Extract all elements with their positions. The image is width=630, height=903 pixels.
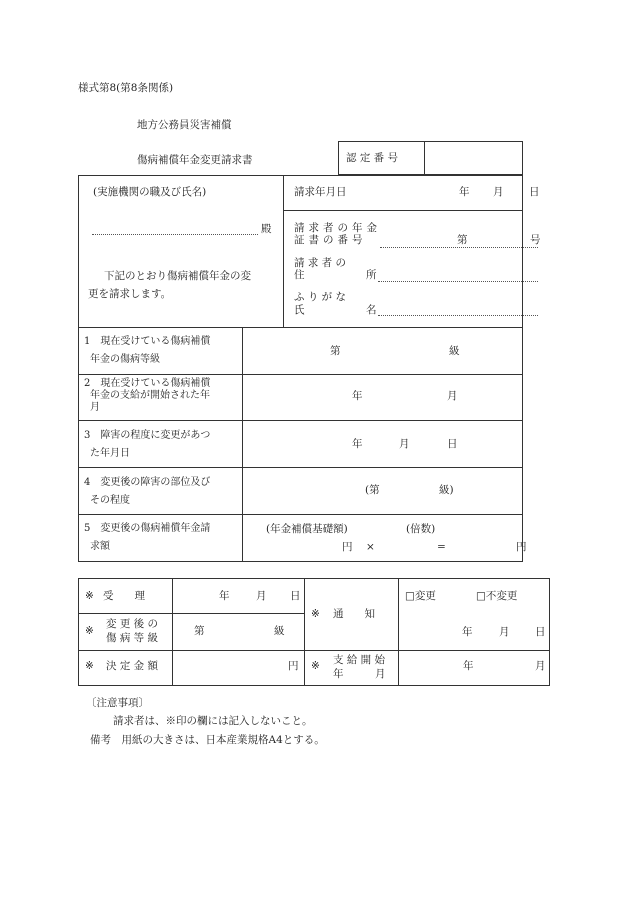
- start-mark: ※: [311, 660, 320, 672]
- received-year: 年: [219, 590, 230, 602]
- pension-cert-dai: 第: [457, 234, 468, 246]
- item2-label-2: 年金の支給が開始された年: [90, 390, 210, 401]
- request-year: 年: [459, 186, 470, 198]
- pension-cert-label-2: 証書の番号: [294, 234, 367, 246]
- amount-yen: 円: [288, 660, 299, 672]
- item2-label-3: 月: [90, 402, 100, 413]
- cert-number-field[interactable]: [430, 146, 518, 170]
- item5-times: ×: [366, 541, 375, 553]
- start-label-2: 年 月: [333, 668, 386, 680]
- name-furigana-label: ふ り が な: [294, 291, 347, 303]
- honorific: 殿: [261, 223, 272, 235]
- address-label-suffix: 所: [366, 269, 377, 281]
- item3-day: 日: [447, 438, 458, 450]
- org-name: 地方公務員災害補償: [137, 119, 232, 131]
- item1-label-2: 年金の傷病等級: [90, 354, 160, 365]
- item3-label-1: 3 障害の程度に変更があつ: [84, 430, 211, 441]
- pension-cert-go: 号: [530, 234, 541, 246]
- notice-day: 日: [535, 626, 546, 638]
- item3-year: 年: [352, 438, 363, 450]
- item5-equals: =: [437, 541, 446, 553]
- start-label-1: 支 給 開 始: [333, 654, 386, 666]
- name-field[interactable]: [378, 315, 538, 316]
- item5-yen-1: 円: [342, 541, 353, 553]
- change-checkbox[interactable]: □変更: [405, 590, 436, 602]
- grade-mark: ※: [85, 625, 94, 637]
- item5-yen-2: 円: [516, 541, 527, 553]
- pension-cert-label-1: 請求者の年金: [294, 222, 381, 234]
- address-label-1: 請 求 者 の: [294, 257, 347, 269]
- statement-line2: 更を請求します。: [88, 288, 172, 300]
- request-date-label: 請求年月日: [294, 186, 347, 198]
- pension-cert-field[interactable]: [380, 247, 538, 248]
- start-year: 年: [463, 660, 474, 672]
- item2-month: 月: [447, 390, 458, 402]
- item2-label-1: 2 現在受けている傷病補償: [84, 378, 211, 389]
- no-change-checkbox[interactable]: □不変更: [476, 590, 518, 602]
- item4-label-1: 4 変更後の障害の部位及び: [84, 477, 211, 488]
- address-label-2: 住: [294, 269, 305, 281]
- notice-mark: ※: [311, 608, 320, 620]
- item1-dai: 第: [330, 345, 341, 357]
- statement-line1: 下記のとおり傷病補償年金の変: [104, 270, 251, 282]
- item2-year: 年: [352, 390, 363, 402]
- grade-label-1: 変 更 後 の: [106, 618, 159, 630]
- start-month: 月: [535, 660, 546, 672]
- grade-dai: 第: [194, 625, 205, 637]
- request-day: 日: [529, 186, 540, 198]
- item1-kyu: 級: [449, 345, 460, 357]
- amount-label: 決 定 金 額: [106, 660, 159, 672]
- grade-label-2: 傷 病 等 級: [106, 632, 159, 644]
- institution-name-field[interactable]: [92, 234, 258, 235]
- item5-label-1: 5 変更後の傷病補償年金請: [84, 523, 211, 534]
- address-field[interactable]: [378, 281, 538, 282]
- name-label-suffix: 名: [366, 304, 377, 316]
- name-label: 氏: [294, 304, 305, 316]
- form-title: 傷病補償年金変更請求書: [137, 154, 253, 166]
- notice-month: 月: [499, 626, 510, 638]
- cert-number-label: 認 定 番 号: [346, 152, 399, 164]
- institution-label: (実施機関の職及び氏名): [93, 186, 207, 198]
- item3-label-2: た年月日: [90, 448, 130, 459]
- received-mark: ※: [85, 590, 94, 602]
- notes-heading: 〔注意事項〕: [86, 697, 149, 709]
- item5-label-2: 求額: [90, 541, 110, 552]
- note-1: 請求者は、※印の欄には記入しないこと。: [113, 715, 313, 727]
- received-month: 月: [256, 590, 267, 602]
- item3-month: 月: [399, 438, 410, 450]
- grade-kyu: 級: [274, 625, 285, 637]
- notice-year: 年: [462, 626, 473, 638]
- request-month: 月: [493, 186, 504, 198]
- item1-label-1: 1 現在受けている傷病補償: [84, 336, 211, 347]
- received-label: 受 理: [103, 590, 145, 602]
- received-day: 日: [290, 590, 301, 602]
- form-number: 様式第8(第8条関係): [78, 82, 174, 94]
- amount-mark: ※: [85, 660, 94, 672]
- item4-close: 級): [439, 484, 454, 496]
- item4-open: (第: [365, 484, 380, 496]
- item5-base-label: (年金補償基礎額): [266, 523, 348, 535]
- item5-multiplier-label: (倍数): [406, 523, 436, 535]
- remark: 備考 用紙の大きさは、日本産業規格A4とする。: [90, 734, 325, 746]
- item4-label-2: その程度: [90, 495, 130, 506]
- notice-label: 通 知: [333, 608, 375, 620]
